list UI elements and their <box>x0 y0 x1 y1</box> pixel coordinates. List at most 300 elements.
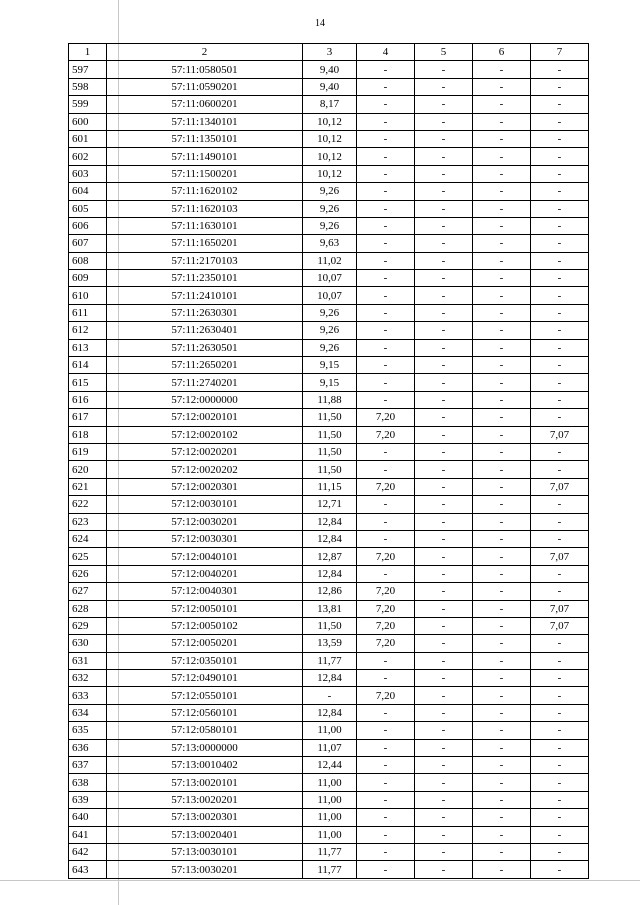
row-number-cell: 633 <box>69 687 107 704</box>
cadastral-number-cell: 57:11:2630501 <box>107 339 303 356</box>
col4-cell: - <box>357 61 415 78</box>
row-number-cell: 602 <box>69 148 107 165</box>
col6-cell: - <box>473 687 531 704</box>
col7-cell: - <box>531 757 589 774</box>
col6-cell: - <box>473 774 531 791</box>
row-number-cell: 627 <box>69 583 107 600</box>
col4-cell: - <box>357 670 415 687</box>
col5-cell: - <box>415 357 473 374</box>
header-cell: 5 <box>415 44 473 61</box>
table-row <box>69 443 589 460</box>
value-cell: 11,00 <box>303 826 357 843</box>
value-cell: 11,88 <box>303 391 357 408</box>
col5-cell: - <box>415 61 473 78</box>
col5-cell: - <box>415 652 473 669</box>
col7-cell: - <box>531 704 589 721</box>
col5-cell: - <box>415 843 473 860</box>
table-row <box>69 374 589 391</box>
table-row <box>69 843 589 860</box>
col6-cell: - <box>473 304 531 321</box>
col6-cell: - <box>473 652 531 669</box>
row-number-cell: 607 <box>69 235 107 252</box>
value-cell: 13,81 <box>303 600 357 617</box>
col5-cell: - <box>415 252 473 269</box>
cadastral-number-cell: 57:12:0050201 <box>107 635 303 652</box>
col6-cell: - <box>473 548 531 565</box>
col7-cell: - <box>531 339 589 356</box>
cadastral-number-cell: 57:12:0040201 <box>107 565 303 582</box>
table-header-row <box>69 44 589 61</box>
header-cell: 2 <box>107 44 303 61</box>
col5-cell: - <box>415 565 473 582</box>
table-row <box>69 670 589 687</box>
col4-cell: - <box>357 861 415 878</box>
col5-cell: - <box>415 496 473 513</box>
table-row <box>69 391 589 408</box>
table-row <box>69 461 589 478</box>
col4-cell: - <box>357 843 415 860</box>
col4-cell: - <box>357 374 415 391</box>
col5-cell: - <box>415 600 473 617</box>
col7-cell: - <box>531 739 589 756</box>
col7-cell: 7,07 <box>531 426 589 443</box>
row-number-cell: 626 <box>69 565 107 582</box>
col5-cell: - <box>415 861 473 878</box>
col5-cell: - <box>415 270 473 287</box>
col5-cell: - <box>415 583 473 600</box>
col6-cell: - <box>473 861 531 878</box>
col6-cell: - <box>473 96 531 113</box>
cadastral-number-cell: 57:11:1650201 <box>107 235 303 252</box>
row-number-cell: 631 <box>69 652 107 669</box>
col6-cell: - <box>473 478 531 495</box>
cadastral-number-cell: 57:13:0020301 <box>107 809 303 826</box>
col7-cell: - <box>531 409 589 426</box>
col6-cell: - <box>473 339 531 356</box>
col6-cell: - <box>473 322 531 339</box>
col7-cell: - <box>531 826 589 843</box>
col7-cell: - <box>531 148 589 165</box>
col5-cell: - <box>415 304 473 321</box>
col5-cell: - <box>415 426 473 443</box>
col4-cell: - <box>357 339 415 356</box>
cadastral-number-cell: 57:12:0020301 <box>107 478 303 495</box>
header-cell: 6 <box>473 44 531 61</box>
col6-cell: - <box>473 739 531 756</box>
table-row <box>69 287 589 304</box>
row-number-cell: 623 <box>69 513 107 530</box>
row-number-cell: 616 <box>69 391 107 408</box>
value-cell: 11,50 <box>303 461 357 478</box>
table-row <box>69 861 589 878</box>
cadastral-number-cell: 57:13:0030201 <box>107 861 303 878</box>
col6-cell: - <box>473 461 531 478</box>
col4-cell: 7,20 <box>357 687 415 704</box>
row-number-cell: 615 <box>69 374 107 391</box>
table-row <box>69 78 589 95</box>
col6-cell: - <box>473 565 531 582</box>
col5-cell: - <box>415 322 473 339</box>
table-row <box>69 304 589 321</box>
col4-cell: - <box>357 96 415 113</box>
table-row <box>69 200 589 217</box>
col5-cell: - <box>415 722 473 739</box>
table-row <box>69 252 589 269</box>
col7-cell: - <box>531 635 589 652</box>
table-row <box>69 791 589 808</box>
header-cell: 4 <box>357 44 415 61</box>
col6-cell: - <box>473 809 531 826</box>
col4-cell: 7,20 <box>357 600 415 617</box>
value-cell: 9,15 <box>303 374 357 391</box>
col4-cell: - <box>357 252 415 269</box>
row-number-cell: 641 <box>69 826 107 843</box>
col7-cell: 7,07 <box>531 617 589 634</box>
col4-cell: - <box>357 496 415 513</box>
col7-cell: - <box>531 443 589 460</box>
cadastral-number-cell: 57:11:0580501 <box>107 61 303 78</box>
row-number-cell: 619 <box>69 443 107 460</box>
col4-cell: 7,20 <box>357 478 415 495</box>
col7-cell: - <box>531 513 589 530</box>
col5-cell: - <box>415 478 473 495</box>
col6-cell: - <box>473 670 531 687</box>
col5-cell: - <box>415 704 473 721</box>
row-number-cell: 600 <box>69 113 107 130</box>
table-row <box>69 165 589 182</box>
table-row <box>69 357 589 374</box>
table-row <box>69 270 589 287</box>
col7-cell: - <box>531 61 589 78</box>
col5-cell: - <box>415 826 473 843</box>
col4-cell: - <box>357 809 415 826</box>
value-cell: 12,71 <box>303 496 357 513</box>
value-cell: 10,12 <box>303 165 357 182</box>
col5-cell: - <box>415 391 473 408</box>
col5-cell: - <box>415 374 473 391</box>
row-number-cell: 639 <box>69 791 107 808</box>
row-number-cell: 618 <box>69 426 107 443</box>
col7-cell: - <box>531 165 589 182</box>
cadastral-number-cell: 57:12:0020201 <box>107 443 303 460</box>
row-number-cell: 613 <box>69 339 107 356</box>
value-cell: 9,26 <box>303 339 357 356</box>
cadastral-number-cell: 57:12:0350101 <box>107 652 303 669</box>
col6-cell: - <box>473 722 531 739</box>
data-table <box>68 43 589 879</box>
col5-cell: - <box>415 757 473 774</box>
col7-cell: 7,07 <box>531 548 589 565</box>
col4-cell: - <box>357 235 415 252</box>
table-row <box>69 409 589 426</box>
value-cell: 10,07 <box>303 287 357 304</box>
row-number-cell: 634 <box>69 704 107 721</box>
col7-cell: - <box>531 322 589 339</box>
value-cell: 9,26 <box>303 217 357 234</box>
col4-cell: 7,20 <box>357 617 415 634</box>
row-number-cell: 608 <box>69 252 107 269</box>
col4-cell: - <box>357 513 415 530</box>
col5-cell: - <box>415 548 473 565</box>
col7-cell: - <box>531 670 589 687</box>
table-row <box>69 130 589 147</box>
cadastral-number-cell: 57:12:0490101 <box>107 670 303 687</box>
col5-cell: - <box>415 791 473 808</box>
value-cell: 10,12 <box>303 113 357 130</box>
row-number-cell: 609 <box>69 270 107 287</box>
col7-cell: - <box>531 78 589 95</box>
col4-cell: 7,20 <box>357 583 415 600</box>
row-number-cell: 605 <box>69 200 107 217</box>
cadastral-number-cell: 57:13:0030101 <box>107 843 303 860</box>
col6-cell: - <box>473 270 531 287</box>
cadastral-number-cell: 57:11:0600201 <box>107 96 303 113</box>
table-row <box>69 339 589 356</box>
col6-cell: - <box>473 843 531 860</box>
row-number-cell: 635 <box>69 722 107 739</box>
table-row <box>69 826 589 843</box>
row-number-cell: 632 <box>69 670 107 687</box>
value-cell: 12,84 <box>303 704 357 721</box>
cadastral-number-cell: 57:12:0580101 <box>107 722 303 739</box>
cadastral-number-cell: 57:12:0020202 <box>107 461 303 478</box>
cadastral-number-cell: 57:11:1500201 <box>107 165 303 182</box>
cadastral-number-cell: 57:11:2630401 <box>107 322 303 339</box>
col6-cell: - <box>473 130 531 147</box>
cadastral-number-cell: 57:12:0030101 <box>107 496 303 513</box>
col7-cell: - <box>531 843 589 860</box>
col4-cell: - <box>357 391 415 408</box>
header-cell: 1 <box>69 44 107 61</box>
value-cell: 10,12 <box>303 148 357 165</box>
col4-cell: 7,20 <box>357 426 415 443</box>
value-cell: 11,50 <box>303 426 357 443</box>
col4-cell: - <box>357 183 415 200</box>
col5-cell: - <box>415 635 473 652</box>
row-number-cell: 603 <box>69 165 107 182</box>
value-cell: 9,40 <box>303 61 357 78</box>
row-number-cell: 630 <box>69 635 107 652</box>
table-row <box>69 583 589 600</box>
col5-cell: - <box>415 287 473 304</box>
cadastral-number-cell: 57:11:2740201 <box>107 374 303 391</box>
value-cell: 12,87 <box>303 548 357 565</box>
table-row <box>69 530 589 547</box>
col6-cell: - <box>473 426 531 443</box>
col4-cell: - <box>357 287 415 304</box>
col6-cell: - <box>473 496 531 513</box>
col4-cell: - <box>357 791 415 808</box>
table-row <box>69 704 589 721</box>
table-row <box>69 496 589 513</box>
cadastral-number-cell: 57:13:0000000 <box>107 739 303 756</box>
col6-cell: - <box>473 409 531 426</box>
row-number-cell: 629 <box>69 617 107 634</box>
row-number-cell: 642 <box>69 843 107 860</box>
col5-cell: - <box>415 687 473 704</box>
row-number-cell: 620 <box>69 461 107 478</box>
col7-cell: 7,07 <box>531 600 589 617</box>
col4-cell: - <box>357 461 415 478</box>
col6-cell: - <box>473 513 531 530</box>
cadastral-number-cell: 57:11:2410101 <box>107 287 303 304</box>
value-cell: 9,26 <box>303 183 357 200</box>
col7-cell: - <box>531 374 589 391</box>
col4-cell: - <box>357 826 415 843</box>
table-body <box>69 44 589 879</box>
value-cell: 12,86 <box>303 583 357 600</box>
table-row <box>69 235 589 252</box>
col7-cell: - <box>531 391 589 408</box>
cadastral-number-cell: 57:13:0020101 <box>107 774 303 791</box>
scan-bottom-line <box>0 880 640 881</box>
col4-cell: - <box>357 722 415 739</box>
col5-cell: - <box>415 774 473 791</box>
col7-cell: - <box>531 496 589 513</box>
col4-cell: - <box>357 304 415 321</box>
col4-cell: - <box>357 357 415 374</box>
table-row <box>69 600 589 617</box>
col5-cell: - <box>415 409 473 426</box>
col7-cell: - <box>531 200 589 217</box>
table-row <box>69 478 589 495</box>
value-cell: 11,77 <box>303 652 357 669</box>
cadastral-number-cell: 57:12:0040301 <box>107 583 303 600</box>
col6-cell: - <box>473 183 531 200</box>
col4-cell: - <box>357 200 415 217</box>
value-cell: 13,59 <box>303 635 357 652</box>
value-cell: 11,77 <box>303 861 357 878</box>
col5-cell: - <box>415 130 473 147</box>
value-cell: 12,84 <box>303 513 357 530</box>
value-cell: 9,63 <box>303 235 357 252</box>
cadastral-number-cell: 57:12:0030201 <box>107 513 303 530</box>
col4-cell: - <box>357 148 415 165</box>
col5-cell: - <box>415 617 473 634</box>
value-cell: 11,15 <box>303 478 357 495</box>
value-cell: - <box>303 687 357 704</box>
col6-cell: - <box>473 583 531 600</box>
col5-cell: - <box>415 217 473 234</box>
col5-cell: - <box>415 339 473 356</box>
col5-cell: - <box>415 513 473 530</box>
col6-cell: - <box>473 252 531 269</box>
col7-cell: - <box>531 461 589 478</box>
col7-cell: - <box>531 235 589 252</box>
col6-cell: - <box>473 200 531 217</box>
row-number-cell: 617 <box>69 409 107 426</box>
cadastral-number-cell: 57:13:0010402 <box>107 757 303 774</box>
col7-cell: - <box>531 252 589 269</box>
col4-cell: - <box>357 565 415 582</box>
col4-cell: 7,20 <box>357 409 415 426</box>
row-number-cell: 621 <box>69 478 107 495</box>
col5-cell: - <box>415 670 473 687</box>
col6-cell: - <box>473 357 531 374</box>
table-row <box>69 61 589 78</box>
cadastral-number-cell: 57:12:0050101 <box>107 600 303 617</box>
col4-cell: - <box>357 130 415 147</box>
col5-cell: - <box>415 148 473 165</box>
col4-cell: - <box>357 322 415 339</box>
value-cell: 11,00 <box>303 809 357 826</box>
col6-cell: - <box>473 704 531 721</box>
col6-cell: - <box>473 600 531 617</box>
col5-cell: - <box>415 96 473 113</box>
cadastral-number-cell: 57:12:0020101 <box>107 409 303 426</box>
value-cell: 11,50 <box>303 443 357 460</box>
value-cell: 9,26 <box>303 322 357 339</box>
col7-cell: - <box>531 809 589 826</box>
value-cell: 11,02 <box>303 252 357 269</box>
col7-cell: - <box>531 687 589 704</box>
col7-cell: - <box>531 583 589 600</box>
value-cell: 10,07 <box>303 270 357 287</box>
col6-cell: - <box>473 148 531 165</box>
col4-cell: - <box>357 652 415 669</box>
col5-cell: - <box>415 461 473 478</box>
col7-cell: 7,07 <box>531 478 589 495</box>
cadastral-number-cell: 57:13:0020201 <box>107 791 303 808</box>
cadastral-number-cell: 57:11:1630101 <box>107 217 303 234</box>
row-number-cell: 612 <box>69 322 107 339</box>
col4-cell: - <box>357 270 415 287</box>
col5-cell: - <box>415 183 473 200</box>
col7-cell: - <box>531 130 589 147</box>
col6-cell: - <box>473 165 531 182</box>
row-number-cell: 611 <box>69 304 107 321</box>
col7-cell: - <box>531 287 589 304</box>
value-cell: 9,15 <box>303 357 357 374</box>
row-number-cell: 604 <box>69 183 107 200</box>
col7-cell: - <box>531 217 589 234</box>
col4-cell: - <box>357 739 415 756</box>
col4-cell: - <box>357 704 415 721</box>
table-row <box>69 635 589 652</box>
col4-cell: - <box>357 774 415 791</box>
cadastral-number-cell: 57:11:2630301 <box>107 304 303 321</box>
table-row <box>69 183 589 200</box>
col7-cell: - <box>531 722 589 739</box>
col4-cell: - <box>357 217 415 234</box>
col6-cell: - <box>473 61 531 78</box>
col5-cell: - <box>415 443 473 460</box>
col6-cell: - <box>473 617 531 634</box>
table-row <box>69 617 589 634</box>
value-cell: 8,17 <box>303 96 357 113</box>
col5-cell: - <box>415 78 473 95</box>
value-cell: 12,84 <box>303 670 357 687</box>
col4-cell: - <box>357 443 415 460</box>
cadastral-number-cell: 57:12:0040101 <box>107 548 303 565</box>
value-cell: 12,84 <box>303 530 357 547</box>
col5-cell: - <box>415 235 473 252</box>
row-number-cell: 636 <box>69 739 107 756</box>
col5-cell: - <box>415 165 473 182</box>
col4-cell: 7,20 <box>357 548 415 565</box>
col5-cell: - <box>415 739 473 756</box>
col6-cell: - <box>473 791 531 808</box>
table-row <box>69 774 589 791</box>
row-number-cell: 606 <box>69 217 107 234</box>
col4-cell: 7,20 <box>357 635 415 652</box>
row-number-cell: 598 <box>69 78 107 95</box>
row-number-cell: 643 <box>69 861 107 878</box>
row-number-cell: 625 <box>69 548 107 565</box>
cadastral-number-cell: 57:12:0550101 <box>107 687 303 704</box>
col5-cell: - <box>415 530 473 547</box>
col7-cell: - <box>531 774 589 791</box>
